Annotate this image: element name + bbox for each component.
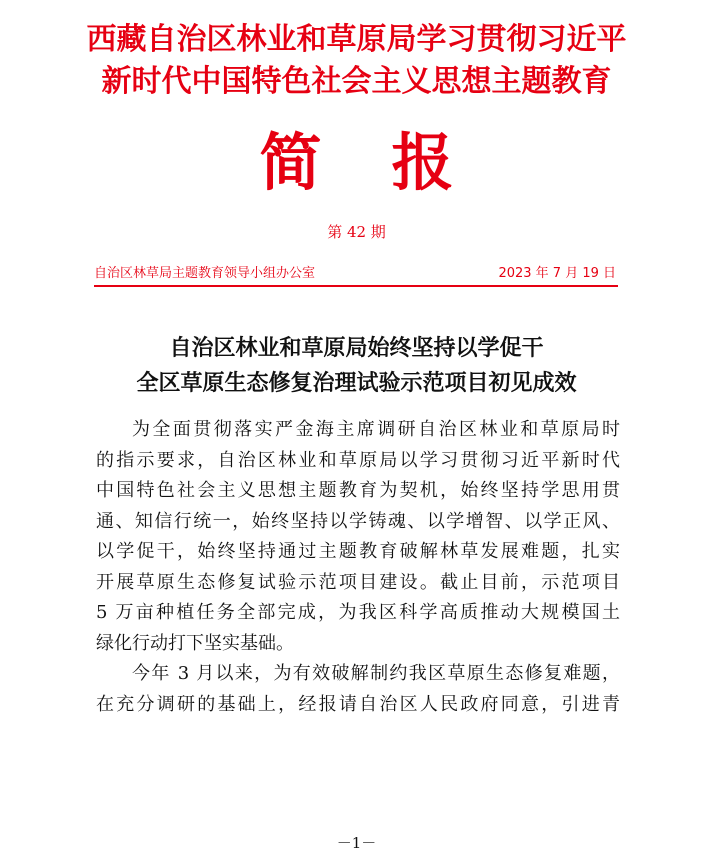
article-headline-line-2: 全区草原生态修复治理试验示范项目初见成效	[136, 370, 577, 396]
article-body	[96, 415, 620, 720]
issue-date: 2023 年 7 月 19 日	[498, 266, 616, 281]
masthead-title-line-2	[0, 64, 713, 100]
body-line: 为全面贯彻落实严金海主席调研自治区林业和草原局时	[132, 419, 620, 440]
body-line: 的指示要求，自治区林业和草原局以学习贯彻习近平新时代	[96, 449, 620, 471]
body-line: 今年 3 月以来，为有效破解制约我区草原生态修复难题，	[132, 663, 620, 684]
body-line: 在充分调研的基础上，经报请自治区人民政府同意，引进青	[96, 693, 620, 715]
masthead-title-line-1	[0, 22, 713, 58]
masthead-title-text-1: 西藏自治区林业和草原局学习贯彻习近平	[86, 22, 627, 57]
body-line: 通、知信行统一，始终坚持以学铸魂、以学增智、以学正风、	[96, 510, 620, 532]
bulletin-title: 简报	[259, 126, 524, 199]
masthead-title-text-2: 新时代中国特色社会主义思想主题教育	[101, 64, 612, 99]
body-line: 开展草原生态修复试验示范项目建设。截止目前，示范项目	[96, 571, 620, 593]
body-line: 5 万亩种植任务全部完成，为我区科学高质推动大规模国土	[96, 602, 620, 623]
body-line: 以学促干，始终坚持通过主题教育破解林草发展难题，扎实	[96, 541, 620, 562]
red-divider-rule	[94, 285, 618, 287]
page-number: －1－	[336, 834, 377, 852]
issuer-date-row	[94, 264, 616, 284]
issuer: 自治区林草局主题教育领导小组办公室	[94, 266, 316, 281]
issue-number: 第 42 期	[327, 223, 386, 241]
article-headline-line-1: 自治区林业和草原局始终坚持以学促干	[169, 335, 544, 361]
body-line: 绿化行动打下坚实基础。	[96, 632, 294, 654]
body-line: 中国特色社会主义思想主题教育为契机，始终坚持学思用贯	[96, 480, 620, 501]
